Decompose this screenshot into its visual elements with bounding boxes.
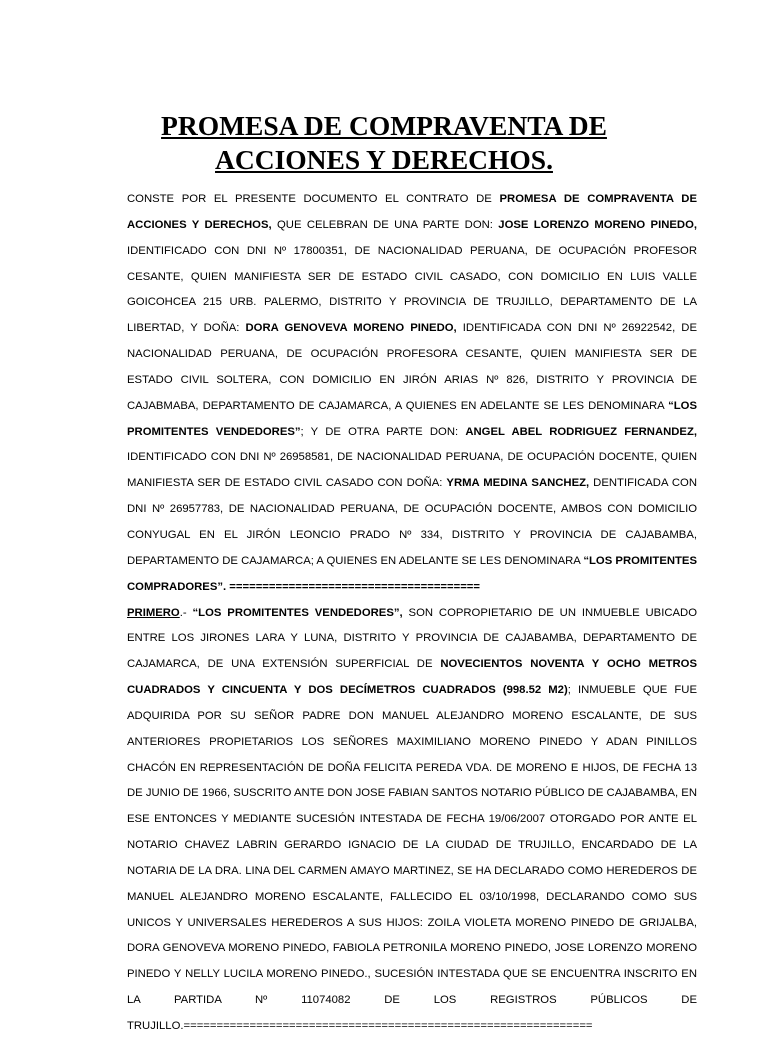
title-line-2: ACCIONES Y DERECHOS.: [215, 144, 553, 175]
document-body: [127, 187, 697, 1040]
clause-text: ; INMUEBLE QUE FUE ADQUIRIDA POR SU SEÑOR PADRE DON MANUEL ALEJANDRO MORENO ESCALANTE, DE SUS ANTERIORES PROPIETARIOS LOS SEÑORES MAXIMILIANO MORENO PINEDO Y ADAN PINILLOS CHACÓN EN REPRESENTACIÓN DE DOÑA FELICITA PEREDA VDA. DE MORENO E HIJOS, DE FECHA 13 DE JUNIO DE 1966, SUSCRITO ANTE DON JOSE FABIAN SANTOS NOTARIO PÚBLICO DE CAJABAMBA, EN ESE ENTONCES Y MEDIANTE SUCESIÓN INTESTADA DE FECHA 19/06/2007 OTORGADO POR ANTE EL NOTARIO CHAVEZ LABRIN GERARDO IGNACIO DE LA CIUDAD DE TRUJILLO, ENCARDADO DE LA NOTARIA DE LA DRA. LINA DEL CARMEN AMAYO MARTINEZ, SE HA DECLARADO COMO HEREDEROS DE MANUEL ALEJANDRO MORENO ESCALANTE, FALLECIDO EL 03/10/1998, DECLARANDO COMO SUS UNICOS Y UNIVERSALES HEREDEROS A SUS HIJOS: ZOILA VIOLETA MORENO PINEDO DE GRIJALBA, DORA GENOVEVA MORENO PINEDO, FABIOLA PETRONILA MORENO PINEDO, JOSE LORENZO MORENO PINEDO Y NELLY LUCILA MORENO PINEDO., SUCESIÓN INTESTADA QUE SE ENCUENTRA INSCRITO EN LA PARTIDA Nº 11074082 DE LOS REGISTROS PÚBLICOS DE TRUJILLO.==============================================================: [127, 684, 697, 1032]
clause-heading: [127, 607, 180, 619]
buyers-designation: “LOS PROMITENTES COMPRADORES”. ======================================: [127, 554, 697, 593]
intro-text: CONSTE POR EL PRESENTE DOCUMENTO EL CONTRATO DE: [127, 193, 500, 205]
buyer-name: YRMA MEDINA SANCHEZ,: [446, 477, 590, 490]
clause-separator: .-: [179, 606, 193, 619]
title-line-1: PROMESA DE COMPRAVENTA DE: [161, 110, 607, 141]
seller-name: JOSE LORENZO MORENO PINEDO,: [498, 218, 697, 231]
buyer-details: IDENTIFICADO CON DNI Nº 26958581, DE NACIONALIDAD PERUANA, DE OCUPACIÓN DOCENTE, QUIEN MANIFIESTA SER DE ESTADO CIVIL CASADO CON DOÑA:: [127, 451, 697, 490]
contract-type: PROMESA DE COMPRAVENTA DE ACCIONES Y DERECHOS,: [127, 193, 697, 231]
seller-details: IDENTIFICADO CON DNI Nº 17800351, DE NACIONALIDAD PERUANA, DE OCUPACIÓN PROFESOR CESANTE, QUIEN MANIFIESTA SER DE ESTADO CIVIL CASADO, CON DOMICILIO EN LUIS VALLE GOICOHCEA 215 URB. PALERMO, DISTRITO Y PROVINCIA DE TRUJILLO, DEPARTAMENTO DE LA LIBERTAD, Y DOÑA:: [127, 244, 697, 335]
clause-heading-label: PRIMERO: [127, 606, 180, 619]
clause-text: SON COPROPIETARIO DE UN INMUEBLE UBICADO ENTRE LOS JIRONES LARA Y LUNA, DISTRITO Y PROVINCIA DE CAJABAMBA, DEPARTAMENTO DE CAJAMARCA, DE UNA EXTENSIÓN SUPERFICIAL DE: [127, 606, 697, 671]
buyer-name: ANGEL ABEL RODRIGUEZ FERNANDEZ,: [465, 425, 697, 438]
intro-text: QUE CELEBRAN DE UNA PARTE DON:: [271, 218, 499, 231]
seller-details: IDENTIFICADA CON DNI Nº 26922542, DE NACIONALIDAD PERUANA, DE OCUPACIÓN PROFESORA CESANTE, QUIEN MANIFIESTA SER DE ESTADO CIVIL SOLTERA, CON DOMICILIO EN JIRÓN ARIAS Nº 826, DISTRITO Y PROVINCIA DE CAJABMABA, DEPARTAMENTO DE CAJAMARCA, A QUIENES EN ADELANTE SE LES DENOMINARA: [127, 322, 697, 412]
sellers-designation: “LOS PROMITENTES VENDEDORES”: [127, 399, 697, 438]
buyer-details: DENTIFICADA CON DNI Nº 26957783, DE NACIONALIDAD PERUANA, DE OCUPACIÓN DOCENTE, AMBOS CON DOMICILIO CONYUGAL EN EL JIRÓN LEONCIO PRADO Nº 334, DISTRITO Y PROVINCIA DE CAJABAMBA, DEPARTAMENTO DE CAJAMARCA; A QUIENES EN ADELANTE SE LES DENOMINARA: [127, 477, 697, 567]
document-title: [110, 109, 658, 177]
intro-text: ; Y DE OTRA PARTE DON:: [300, 425, 466, 438]
sellers-designation: “LOS PROMITENTES VENDEDORES”,: [192, 606, 403, 619]
property-area: NOVECIENTOS NOVENTA Y OCHO METROS CUADRADOS Y CINCUENTA Y DOS DECÍMETROS CUADRADOS (998.52 M2): [127, 658, 697, 697]
seller-name: DORA GENOVEVA MORENO PINEDO,: [245, 322, 457, 335]
